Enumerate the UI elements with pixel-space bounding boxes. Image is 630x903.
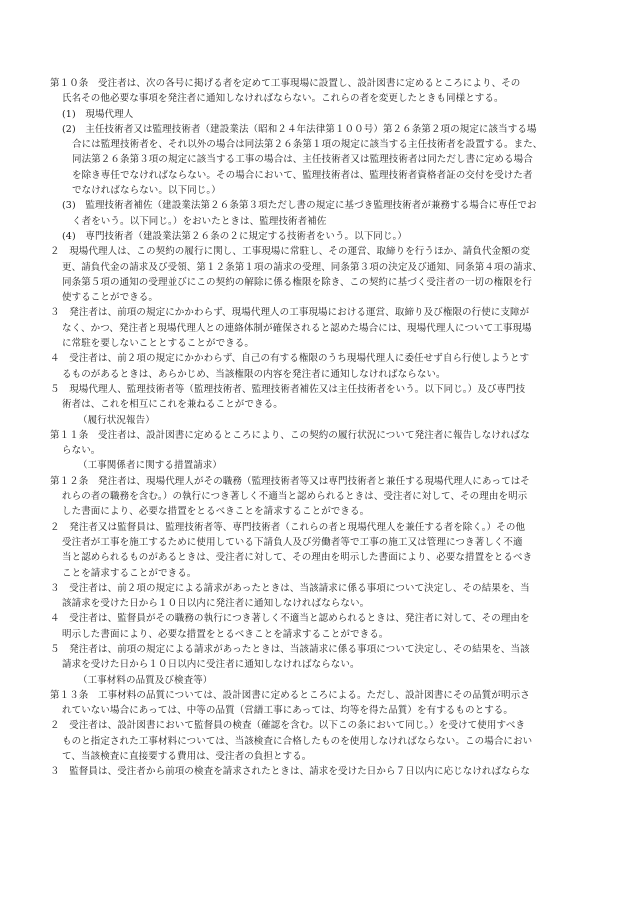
document-text-line: ４ 受注者は、監督員がその職務の執行につき著しく不適当と認められるときは、発注者に対して、その理由を bbox=[50, 613, 530, 625]
document-text-line: (3) 監理技術者補佐（建設業法第２６条第３項ただし書の規定に基づき監理技術者が兼務する場合に専任でお bbox=[62, 200, 537, 212]
document-text-line: れらの者の職務を含む。）の執行につき著しく不適当と認められるときは、受注者に対して、その理由を明示 bbox=[62, 491, 528, 503]
document-text-line: ３ 受注者は、前２項の規定による請求があったときは、当該請求に係る事項について決定し、その結果を、当 bbox=[50, 582, 530, 594]
document-text-line: (2) 主任技術者又は監理技術者（建設業法（昭和２４年法律第１００号）第２６条第２項の規定に該当する場 bbox=[62, 123, 537, 135]
document-text-line: 受注者が工事を施工するために使用している下請負人及び労働者等で工事の施工又は管理につき著しく不適 bbox=[62, 536, 523, 548]
document-text-line: ３ 発注者は、前項の規定にかかわらず、現場代理人の工事現場における運営、取締り及び権限の行使に支障が bbox=[50, 307, 530, 319]
document-text-line: るものがあるときは、あらかじめ、当該権限の内容を発注者に通知しなければならない。 bbox=[62, 368, 446, 380]
document-text-line: 術者は、これを相互にこれを兼ねることができる。 bbox=[62, 399, 283, 411]
document-text-line: 同法第２６条第３項の規定に該当する工事の場合は、主任技術者又は監理技術者は同ただし書に定める場合 bbox=[72, 154, 533, 166]
document-text-line: (4) 専門技術者（建設業法第２６条の２に規定する技術者をいう。以下同じ。） bbox=[62, 230, 408, 242]
document-text-line: て、当該検査に直接要する費用は、受注者の負担とする。 bbox=[62, 751, 312, 763]
document-text-line: ５ 現場代理人、監理技術者等（監理技術者、監理技術者補佐又は主任技術者をいう。以下同じ。）及び専門技 bbox=[50, 383, 526, 395]
document-text-line: (1) 現場代理人 bbox=[62, 108, 134, 120]
document-text-line: ２ 発注者又は監督員は、監理技術者等、専門技術者（これらの者と現場代理人を兼任する者を除く。）その他 bbox=[50, 521, 526, 533]
document-text-line: した書面により、必要な措置をとるべきことを請求することができる。 bbox=[62, 506, 370, 518]
document-text-line: ものと指定された工事材料については、当該検査に合格したものを使用しなければならない。この場合におい bbox=[62, 735, 533, 747]
contract-document-page bbox=[50, 76, 590, 780]
document-text-line: ５ 発注者は、前項の規定による請求があったときは、当該請求に係る事項について決定し、その結果を、当該 bbox=[50, 643, 530, 655]
document-text-line: に常駐を要しないこととすることができる。 bbox=[62, 338, 255, 350]
document-text-line: 該請求を受けた日から１０日以内に発注者に通知しなければならない。 bbox=[62, 598, 370, 610]
document-text-line: 更、請負代金の請求及び受領、第１２条第１項の請求の受理、同条第３項の決定及び通知、同条第４項の請求、 bbox=[62, 261, 543, 273]
document-text-line: （工事材料の品質及び検査等） bbox=[78, 674, 213, 686]
document-text-line: 明示した書面により、必要な措置をとるべきことを請求することができる。 bbox=[62, 628, 389, 640]
document-text-line: ２ 現場代理人は、この契約の履行に関し、工事現場に常駐し、その運営、取締りを行うほか、請負代金額の変 bbox=[50, 246, 531, 258]
document-text-line: 同条第５項の通知の受理並びにこの契約の解除に係る権限を除き、この契約に基づく受注者の一切の権限を行 bbox=[62, 276, 533, 288]
document-text-line: れていない場合にあっては、中等の品質（営繕工事にあっては、均等を得た品質）を有するものとする。 bbox=[62, 705, 514, 717]
document-text-line: ２ 受注者は、設計図書において監督員の検査（確認を含む。以下この条において同じ。）を受けて使用すべき bbox=[50, 720, 526, 732]
document-text-line: 当と認められるものがあるときは、受注者に対して、その理由を明示した書面により、必要な措置をとるべき bbox=[62, 552, 533, 564]
document-text-line: を除き専任でなければならない。その場合において、監理技術者は、監理技術者資格者証の交付を受けた者 bbox=[72, 169, 533, 181]
document-text-line: でなければならない。以下同じ。） bbox=[72, 185, 221, 197]
document-text-line: 合には監理技術者を、それ以外の場合は同法第２６条第１項の規定に該当する主任技術者を設置する。また、 bbox=[72, 139, 543, 151]
document-text-line: ことを請求することができる。 bbox=[62, 567, 197, 579]
document-text-line: 氏名その他必要な事項を発注者に通知しなければならない。これらの者を変更したときも同様とする。 bbox=[62, 93, 504, 105]
document-text-line: ３ 監督員は、受注者から前項の検査を請求されたときは、請求を受けた日から７日以内に応じなければならな bbox=[50, 766, 531, 778]
document-text-line: （工事関係者に関する措置請求） bbox=[78, 460, 223, 472]
document-text-line: 第１０条 受注者は、次の各号に掲げる者を定めて工事現場に設置し、設計図書に定めるところにより、その bbox=[50, 78, 521, 89]
document-text-line: なく、かつ、発注者と現場代理人との連絡体制が確保されると認めた場合には、現場代理人について工事現場 bbox=[62, 322, 532, 334]
document-text-line: 請求を受けた日から１０日以内に受注者に通知しなければならない。 bbox=[62, 659, 360, 671]
document-text-line: く者をいう。以下同じ。）をおいたときは、監理技術者補佐 bbox=[72, 215, 327, 227]
document-text-line: らない。 bbox=[62, 445, 101, 457]
document-text-line: 第１２条 発注者は、現場代理人がその職務（監理技術者等又は専門技術者と兼任する現場代理人にあってはそ bbox=[50, 475, 530, 487]
document-text-line: 第１１条 受注者は、設計図書に定めるところにより、この契約の履行状況について発注者に報告しなければな bbox=[50, 429, 530, 441]
document-text-line: （履行状況報告） bbox=[78, 414, 155, 426]
document-text-line: 第１３条 工事材料の品質については、設計図書に定めるところによる。ただし、設計図書にその品質が明示さ bbox=[50, 689, 530, 701]
document-text-line: 使することができる。 bbox=[62, 292, 159, 304]
document-text-line: ４ 受注者は、前２項の規定にかかわらず、自己の有する権限のうち現場代理人に委任せず自ら行使しようとす bbox=[50, 353, 530, 365]
